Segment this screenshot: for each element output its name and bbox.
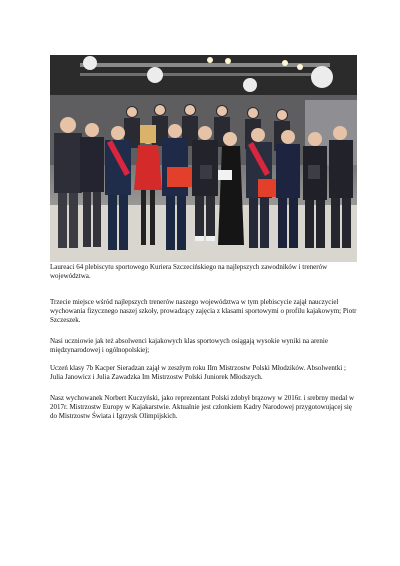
paragraph-results: Uczeń klasy 7b Kacper Sieradzan zajął w zeszłym roku IIm Mistrzostw Polski Młodzików. Absolwentki ; Julia Janowicz i Julia Zawadzka Im Mistrzostw Polski Juniorek Młodszych. — [50, 364, 347, 382]
paragraph-alumnus: Nasz wychowanek Norbert Kuczyński, jako reprezentant Polski zdobył brązowy w 2016r. i srebrny medal w 2017r. Mistrzostw Europy w Kajakarstwie. Aktualnie jest członkiem Kadry Narodowej przygotowującej się do Mistrzostw Świata i Igrzysk Olimpijskich. — [50, 394, 355, 421]
paragraph-trainer: Trzecie miejsce wśród najlepszych trenerów naszego województwa w tym plebiscycie zajął nauczyciel wychowania fizycznego naszej szkoły, prowadzący zajęcia z klasami sportowymi o profilu kajakowym; Piotr Szczeszek. — [50, 298, 357, 325]
group-photo-illustration — [50, 55, 357, 262]
paragraph-students: Nasi uczniowie jak też absolwenci kajakowych klas sportowych osiągają wysokie wyniki na arenie międzynarodowej i ogólnopolskiej; — [50, 337, 328, 355]
award-ceremony-photo — [50, 55, 357, 262]
photo-caption: Laureaci 64 plebiscytu sportowego Kuriera Szczecińskiego na najlepszych zawodników i trenerów województwa. — [50, 263, 328, 280]
